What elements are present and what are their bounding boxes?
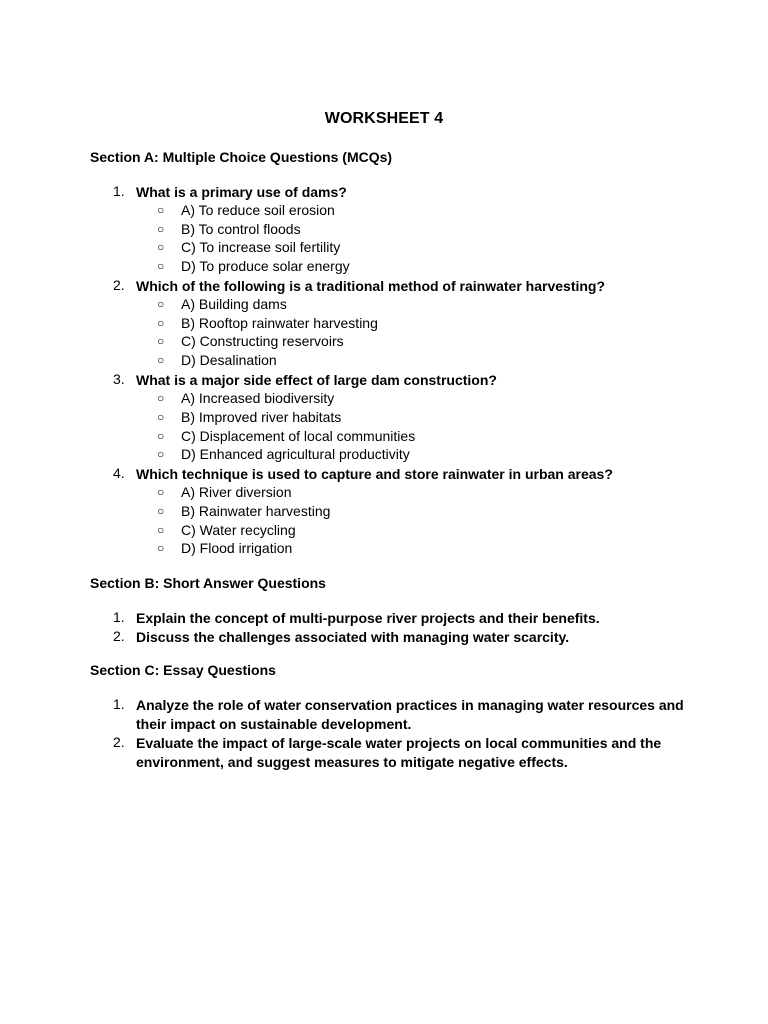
option-text: A) To reduce soil erosion [181, 202, 335, 218]
question-number: 3. [113, 371, 125, 387]
circle-bullet-icon: ○ [157, 523, 165, 537]
circle-bullet-icon: ○ [157, 410, 165, 424]
option-text: D) To produce solar energy [181, 258, 350, 274]
circle-bullet-icon: ○ [157, 391, 165, 405]
circle-bullet-icon: ○ [157, 353, 165, 367]
question-text: What is a major side effect of large dam construction? [136, 372, 497, 388]
circle-bullet-icon: ○ [157, 203, 165, 217]
option-text: C) To increase soil fertility [181, 239, 341, 255]
question-text: Discuss the challenges associated with managing water scarcity. [136, 629, 570, 645]
question-text: Evaluate the impact of large-scale water projects on local communities and the environment, and suggest measures to mitigate negative effects. [136, 735, 662, 770]
question-number: 1. [113, 183, 125, 199]
question-number: 2. [113, 277, 125, 293]
option-text: D) Desalination [181, 352, 277, 368]
option-text: D) Enhanced agricultural productivity [181, 446, 410, 462]
circle-bullet-icon: ○ [157, 485, 165, 499]
option-text: B) Rooftop rainwater harvesting [181, 315, 378, 331]
circle-bullet-icon: ○ [157, 259, 165, 273]
circle-bullet-icon: ○ [157, 504, 165, 518]
question-text: Which of the following is a traditional method of rainwater harvesting? [136, 278, 606, 294]
option-text: B) To control floods [181, 221, 301, 237]
option-text: A) Building dams [181, 296, 287, 312]
option-text: A) River diversion [181, 484, 292, 500]
option-text: C) Water recycling [181, 522, 296, 538]
question-text: Which technique is used to capture and store rainwater in urban areas? [136, 466, 613, 482]
circle-bullet-icon: ○ [157, 297, 165, 311]
question-number: 4. [113, 465, 125, 481]
page-title: WORKSHEET 4 [324, 110, 444, 127]
option-text: B) Improved river habitats [181, 409, 342, 425]
circle-bullet-icon: ○ [157, 240, 165, 254]
question-number: 2. [113, 734, 125, 750]
circle-bullet-icon: ○ [157, 447, 165, 461]
question-text: What is a primary use of dams? [136, 184, 347, 200]
option-text: C) Constructing reservoirs [181, 333, 344, 349]
option-text: D) Flood irrigation [181, 540, 293, 556]
question-text: Analyze the role of water conservation practices in managing water resources and their impact on sustainable development. [136, 697, 684, 732]
section-b-heading: Section B: Short Answer Questions [90, 575, 326, 591]
section-c-heading: Section C: Essay Questions [90, 662, 276, 678]
circle-bullet-icon: ○ [157, 541, 165, 555]
question-text: Explain the concept of multi-purpose river projects and their benefits. [136, 610, 600, 626]
question-number: 1. [113, 696, 125, 712]
option-text: B) Rainwater harvesting [181, 503, 331, 519]
circle-bullet-icon: ○ [157, 334, 165, 348]
option-text: A) Increased biodiversity [181, 390, 335, 406]
circle-bullet-icon: ○ [157, 429, 165, 443]
circle-bullet-icon: ○ [157, 222, 165, 236]
option-text: C) Displacement of local communities [181, 428, 416, 444]
question-number: 1. [113, 609, 125, 625]
section-a-heading: Section A: Multiple Choice Questions (MCQs) [90, 149, 393, 165]
question-number: 2. [113, 628, 125, 644]
circle-bullet-icon: ○ [157, 316, 165, 330]
